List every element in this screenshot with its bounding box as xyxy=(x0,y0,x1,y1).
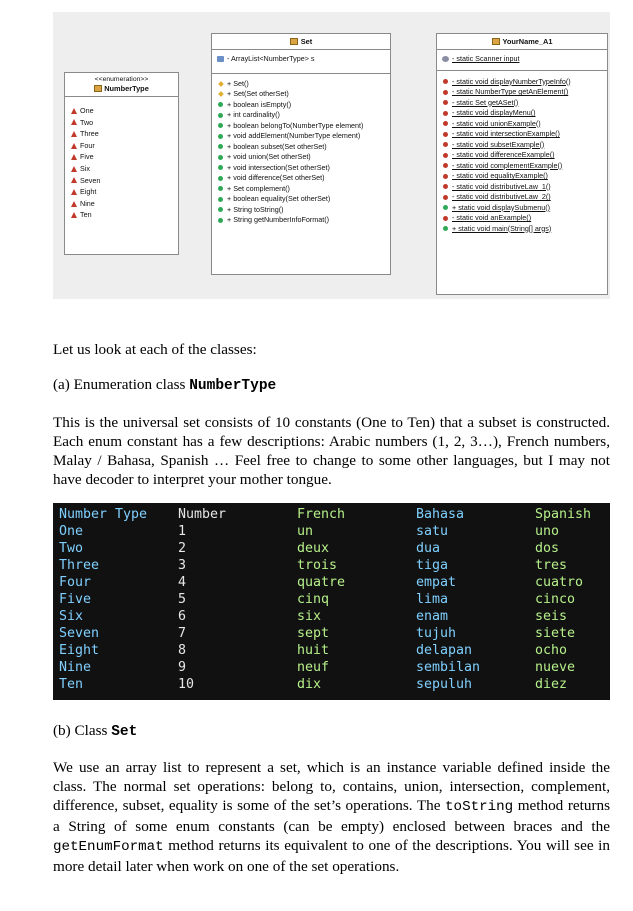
table-cell: 3 xyxy=(178,558,187,573)
uml-method xyxy=(212,131,390,142)
uml-method xyxy=(212,100,390,111)
uml-method xyxy=(212,215,390,226)
uml-method xyxy=(437,213,607,224)
private-method-icon xyxy=(441,142,450,147)
uml-method xyxy=(437,224,607,235)
method-label: + boolean belongTo(NumberType element) xyxy=(227,120,364,130)
public-method-icon xyxy=(216,144,225,149)
tostring-code: toString xyxy=(445,799,514,815)
table-cell: sembilan xyxy=(416,660,481,675)
enum-constant-label: Nine xyxy=(80,198,95,208)
enum-constant-icon xyxy=(69,131,78,137)
public-method-icon xyxy=(216,155,225,160)
table-cell: empat xyxy=(416,575,457,590)
method-label: + Set(Set otherSet) xyxy=(227,89,289,98)
method-label: + String toString() xyxy=(227,204,284,214)
enum-constant xyxy=(65,198,178,210)
method-label: + static void displaySubmenu() xyxy=(452,202,551,212)
method-label: - static NumberType getAnElement() xyxy=(452,87,569,96)
getenumformat-code: getEnumFormat xyxy=(53,839,164,855)
method-label: - static void differenceExample() xyxy=(452,150,555,159)
method-label: + boolean isEmpty() xyxy=(227,99,292,109)
table-cell: cuatro xyxy=(535,575,584,590)
main-class-name: YourName_A1 xyxy=(502,37,553,46)
public-method-icon xyxy=(441,226,450,231)
private-method-icon xyxy=(441,153,450,158)
enum-constant-label: Seven xyxy=(80,175,101,185)
table-header-cell: Bahasa xyxy=(416,507,465,522)
method-label: - static void distributiveLaw_2() xyxy=(452,192,551,201)
table-cell: tujuh xyxy=(416,626,457,641)
table-cell: nueve xyxy=(535,660,576,675)
class-icon xyxy=(290,38,298,45)
enum-constant-label: Three xyxy=(80,129,99,139)
method-label: - static void unionExample() xyxy=(452,118,541,128)
table-cell: 2 xyxy=(178,541,187,556)
public-method-icon xyxy=(216,102,225,107)
table-cell: cinco xyxy=(535,592,576,607)
enum-constant xyxy=(65,163,178,175)
table-header-cell: French xyxy=(297,507,346,522)
table-header-cell: Spanish xyxy=(535,507,592,522)
table-cell: sept xyxy=(297,626,330,641)
public-method-icon xyxy=(216,197,225,202)
table-cell: Nine xyxy=(59,660,92,675)
enum-header xyxy=(65,73,178,97)
uml-method xyxy=(212,173,390,184)
enum-constant-label: Two xyxy=(80,117,94,127)
enum-stereotype: <<enumeration>> xyxy=(94,76,149,83)
table-header-cell: Number Type xyxy=(59,507,148,522)
set-header xyxy=(212,34,390,50)
uml-method xyxy=(437,192,607,203)
uml-method xyxy=(437,161,607,172)
table-column xyxy=(297,506,345,693)
enum-constant xyxy=(65,140,178,152)
table-cell: 8 xyxy=(178,643,187,658)
public-method-icon xyxy=(216,134,225,139)
table-cell: dos xyxy=(535,541,560,556)
table-cell: trois xyxy=(297,558,338,573)
constructor-icon xyxy=(216,92,225,96)
private-method-icon xyxy=(441,195,450,200)
enum-constant-label: Six xyxy=(80,163,90,173)
table-cell: quatre xyxy=(297,575,346,590)
set-fields xyxy=(212,50,390,74)
enum-constant-icon xyxy=(69,166,78,172)
table-cell: Two xyxy=(59,541,84,556)
public-method-icon xyxy=(216,165,225,170)
constructor-icon xyxy=(216,82,225,86)
main-header xyxy=(437,34,607,50)
table-cell: tiga xyxy=(416,558,449,573)
uml-method xyxy=(437,129,607,140)
method-label: + void addElement(NumberType element) xyxy=(227,131,361,140)
paragraph-b-part3: method returns its equivalent to one of the descriptions. You will see in more detail later when work on one of the set operations. xyxy=(53,837,610,875)
enum-constant-icon xyxy=(69,177,78,183)
heading-b xyxy=(53,721,610,742)
table-cell: diez xyxy=(535,677,568,692)
paragraph-b xyxy=(53,758,610,876)
table-cell: ocho xyxy=(535,643,568,658)
private-method-icon xyxy=(441,163,450,168)
enum-icon xyxy=(94,85,102,92)
method-label: - static void anExample() xyxy=(452,213,532,222)
table-cell: 9 xyxy=(178,660,187,675)
uml-diagram xyxy=(53,12,610,299)
table-cell: 4 xyxy=(178,575,187,590)
table-cell: One xyxy=(59,524,84,539)
paragraph-a: This is the universal set consists of 10 constants (One to Ten) that a subset is constructed. Each enum constant has a few descriptions: Arabic numbers (1, 2, 3…), French numbers, Malay / Bahasa, Spanish … Feel free to change to some other languages, but I may not have decoder to interpret your mother tongue. xyxy=(53,414,610,488)
private-method-icon xyxy=(441,100,450,105)
uml-method xyxy=(212,184,390,195)
table-column xyxy=(178,506,226,693)
uml-method xyxy=(437,119,607,130)
class-icon xyxy=(492,38,500,45)
table-cell: 6 xyxy=(178,609,187,624)
table-cell: siete xyxy=(535,626,576,641)
table-cell: six xyxy=(297,609,322,624)
method-label: - static void distributiveLaw_1() xyxy=(452,181,551,191)
enum-constant-label: Five xyxy=(80,152,94,162)
private-method-icon xyxy=(441,79,450,84)
table-cell: lima xyxy=(416,592,449,607)
table-column xyxy=(535,506,591,693)
table-column xyxy=(416,506,480,693)
method-label: + Set() xyxy=(227,78,249,88)
private-method-icon xyxy=(441,216,450,221)
private-method-icon xyxy=(441,111,450,116)
enum-constant-icon xyxy=(69,119,78,125)
public-method-icon xyxy=(216,123,225,128)
table-cell: Ten xyxy=(59,677,84,692)
enum-constant-icon xyxy=(69,189,78,195)
enum-numbertype-box xyxy=(64,72,179,255)
uml-method xyxy=(437,77,607,88)
table-cell: tres xyxy=(535,558,568,573)
set-methods xyxy=(212,74,390,226)
uml-method xyxy=(437,171,607,182)
method-label: + void intersection(Set otherSet) xyxy=(227,162,330,172)
paragraph-b-part1: We use an array list to represent a set, which is an instance variable defined inside the class. The normal set operations: belong to, contains, union, intersection, complement, difference, subset, equality is some of the set’s operations. The xyxy=(53,759,610,814)
public-method-icon xyxy=(216,207,225,212)
uml-method xyxy=(437,203,607,214)
class-yourname-box xyxy=(436,33,608,295)
uml-method xyxy=(437,150,607,161)
method-label: + void union(Set otherSet) xyxy=(227,152,311,161)
table-cell: 5 xyxy=(178,592,187,607)
method-label: - static void displayMenu() xyxy=(452,108,536,117)
enum-constant xyxy=(65,128,178,140)
method-label: + void difference(Set otherSet) xyxy=(227,173,325,182)
enum-constants xyxy=(65,97,178,221)
table-cell: un xyxy=(297,524,314,539)
field-label: - static Scanner input xyxy=(452,54,520,63)
table-cell: 7 xyxy=(178,626,187,641)
public-method-icon xyxy=(216,176,225,181)
uml-method xyxy=(212,163,390,174)
enum-constant-icon xyxy=(69,201,78,207)
field-label: - ArrayList<NumberType> s xyxy=(227,54,315,63)
table-cell: huit xyxy=(297,643,330,658)
enum-constant-label: Four xyxy=(80,140,95,150)
private-method-icon xyxy=(441,174,450,179)
table-cell: Three xyxy=(59,558,100,573)
enum-constant xyxy=(65,209,178,221)
table-header-cell: Number xyxy=(178,507,227,522)
enum-constant-icon xyxy=(69,108,78,114)
class-set-box xyxy=(211,33,391,275)
table-cell: 1 xyxy=(178,524,187,539)
method-label: - static void complementExample() xyxy=(452,160,563,170)
table-cell: dix xyxy=(297,677,322,692)
table-cell: uno xyxy=(535,524,560,539)
public-method-icon xyxy=(441,205,450,210)
method-label: + static void main(String[] args) xyxy=(452,223,552,233)
method-label: + int cardinality() xyxy=(227,110,280,119)
table-cell: deux xyxy=(297,541,330,556)
private-method-icon xyxy=(441,121,450,126)
public-method-icon xyxy=(216,218,225,223)
method-label: + Set complement() xyxy=(227,183,290,193)
table-cell: 10 xyxy=(178,677,195,692)
method-label: - static void subsetExample() xyxy=(452,139,545,149)
paragraph-b-part2: method returns a String of some enum constants (can be empty) enclosed between braces and the xyxy=(53,797,610,835)
heading-a xyxy=(53,375,610,396)
enum-constant-icon xyxy=(69,212,78,218)
uml-method xyxy=(212,194,390,205)
heading-b-code: Set xyxy=(111,724,138,740)
field-icon xyxy=(441,56,450,62)
enum-constant-label: Ten xyxy=(80,210,92,220)
uml-method xyxy=(212,79,390,90)
set-class-name: Set xyxy=(300,37,313,46)
uml-method xyxy=(212,89,390,100)
uml-method xyxy=(437,140,607,151)
field-icon xyxy=(216,56,225,62)
uml-method xyxy=(212,110,390,121)
private-method-icon xyxy=(441,90,450,95)
enum-name: NumberType xyxy=(104,84,149,93)
enum-constant xyxy=(65,151,178,163)
table-cell: satu xyxy=(416,524,449,539)
method-label: - static void equalityExample() xyxy=(452,171,548,180)
uml-method xyxy=(212,142,390,153)
uml-field xyxy=(212,54,390,65)
table-cell: cinq xyxy=(297,592,330,607)
table-cell: Five xyxy=(59,592,92,607)
public-method-icon xyxy=(216,113,225,118)
uml-method xyxy=(212,121,390,132)
table-cell: seis xyxy=(535,609,568,624)
table-cell: Six xyxy=(59,609,84,624)
enum-constant xyxy=(65,117,178,129)
enum-constant-icon xyxy=(69,143,78,149)
table-cell: enam xyxy=(416,609,449,624)
method-label: + String getNumberInfoFormat() xyxy=(227,215,330,224)
enum-constant xyxy=(65,186,178,198)
main-methods xyxy=(437,71,607,235)
intro-text: Let us look at each of the classes: xyxy=(53,341,257,358)
table-cell: sepuluh xyxy=(416,677,473,692)
method-label: - static void displayNumberTypeInfo() xyxy=(452,76,571,86)
uml-method xyxy=(437,108,607,119)
table-cell: Four xyxy=(59,575,92,590)
table-cell: Seven xyxy=(59,626,100,641)
uml-method xyxy=(437,182,607,193)
heading-a-prefix: (a) Enumeration class xyxy=(53,376,190,393)
method-label: + boolean equality(Set otherSet) xyxy=(227,194,331,203)
uml-method xyxy=(437,87,607,98)
private-method-icon xyxy=(441,184,450,189)
table-cell: neuf xyxy=(297,660,330,675)
enum-constant-label: One xyxy=(80,106,94,115)
method-label: - static Set getASet() xyxy=(452,97,519,107)
heading-a-code: NumberType xyxy=(189,378,277,394)
private-method-icon xyxy=(441,132,450,137)
number-type-table xyxy=(53,503,610,700)
uml-field xyxy=(437,54,607,65)
table-cell: delapan xyxy=(416,643,473,658)
enum-constant-icon xyxy=(69,154,78,160)
main-fields xyxy=(437,50,607,71)
enum-constant-label: Eight xyxy=(80,187,97,197)
uml-method xyxy=(212,205,390,216)
enum-constant xyxy=(65,105,178,117)
heading-b-prefix: (b) Class xyxy=(53,722,112,739)
table-cell: dua xyxy=(416,541,441,556)
uml-method xyxy=(437,98,607,109)
public-method-icon xyxy=(216,186,225,191)
method-label: - static void intersectionExample() xyxy=(452,129,560,138)
enum-constant xyxy=(65,175,178,187)
uml-method xyxy=(212,152,390,163)
table-column xyxy=(59,506,147,693)
method-label: + boolean subset(Set otherSet) xyxy=(227,141,327,151)
table-cell: Eight xyxy=(59,643,100,658)
